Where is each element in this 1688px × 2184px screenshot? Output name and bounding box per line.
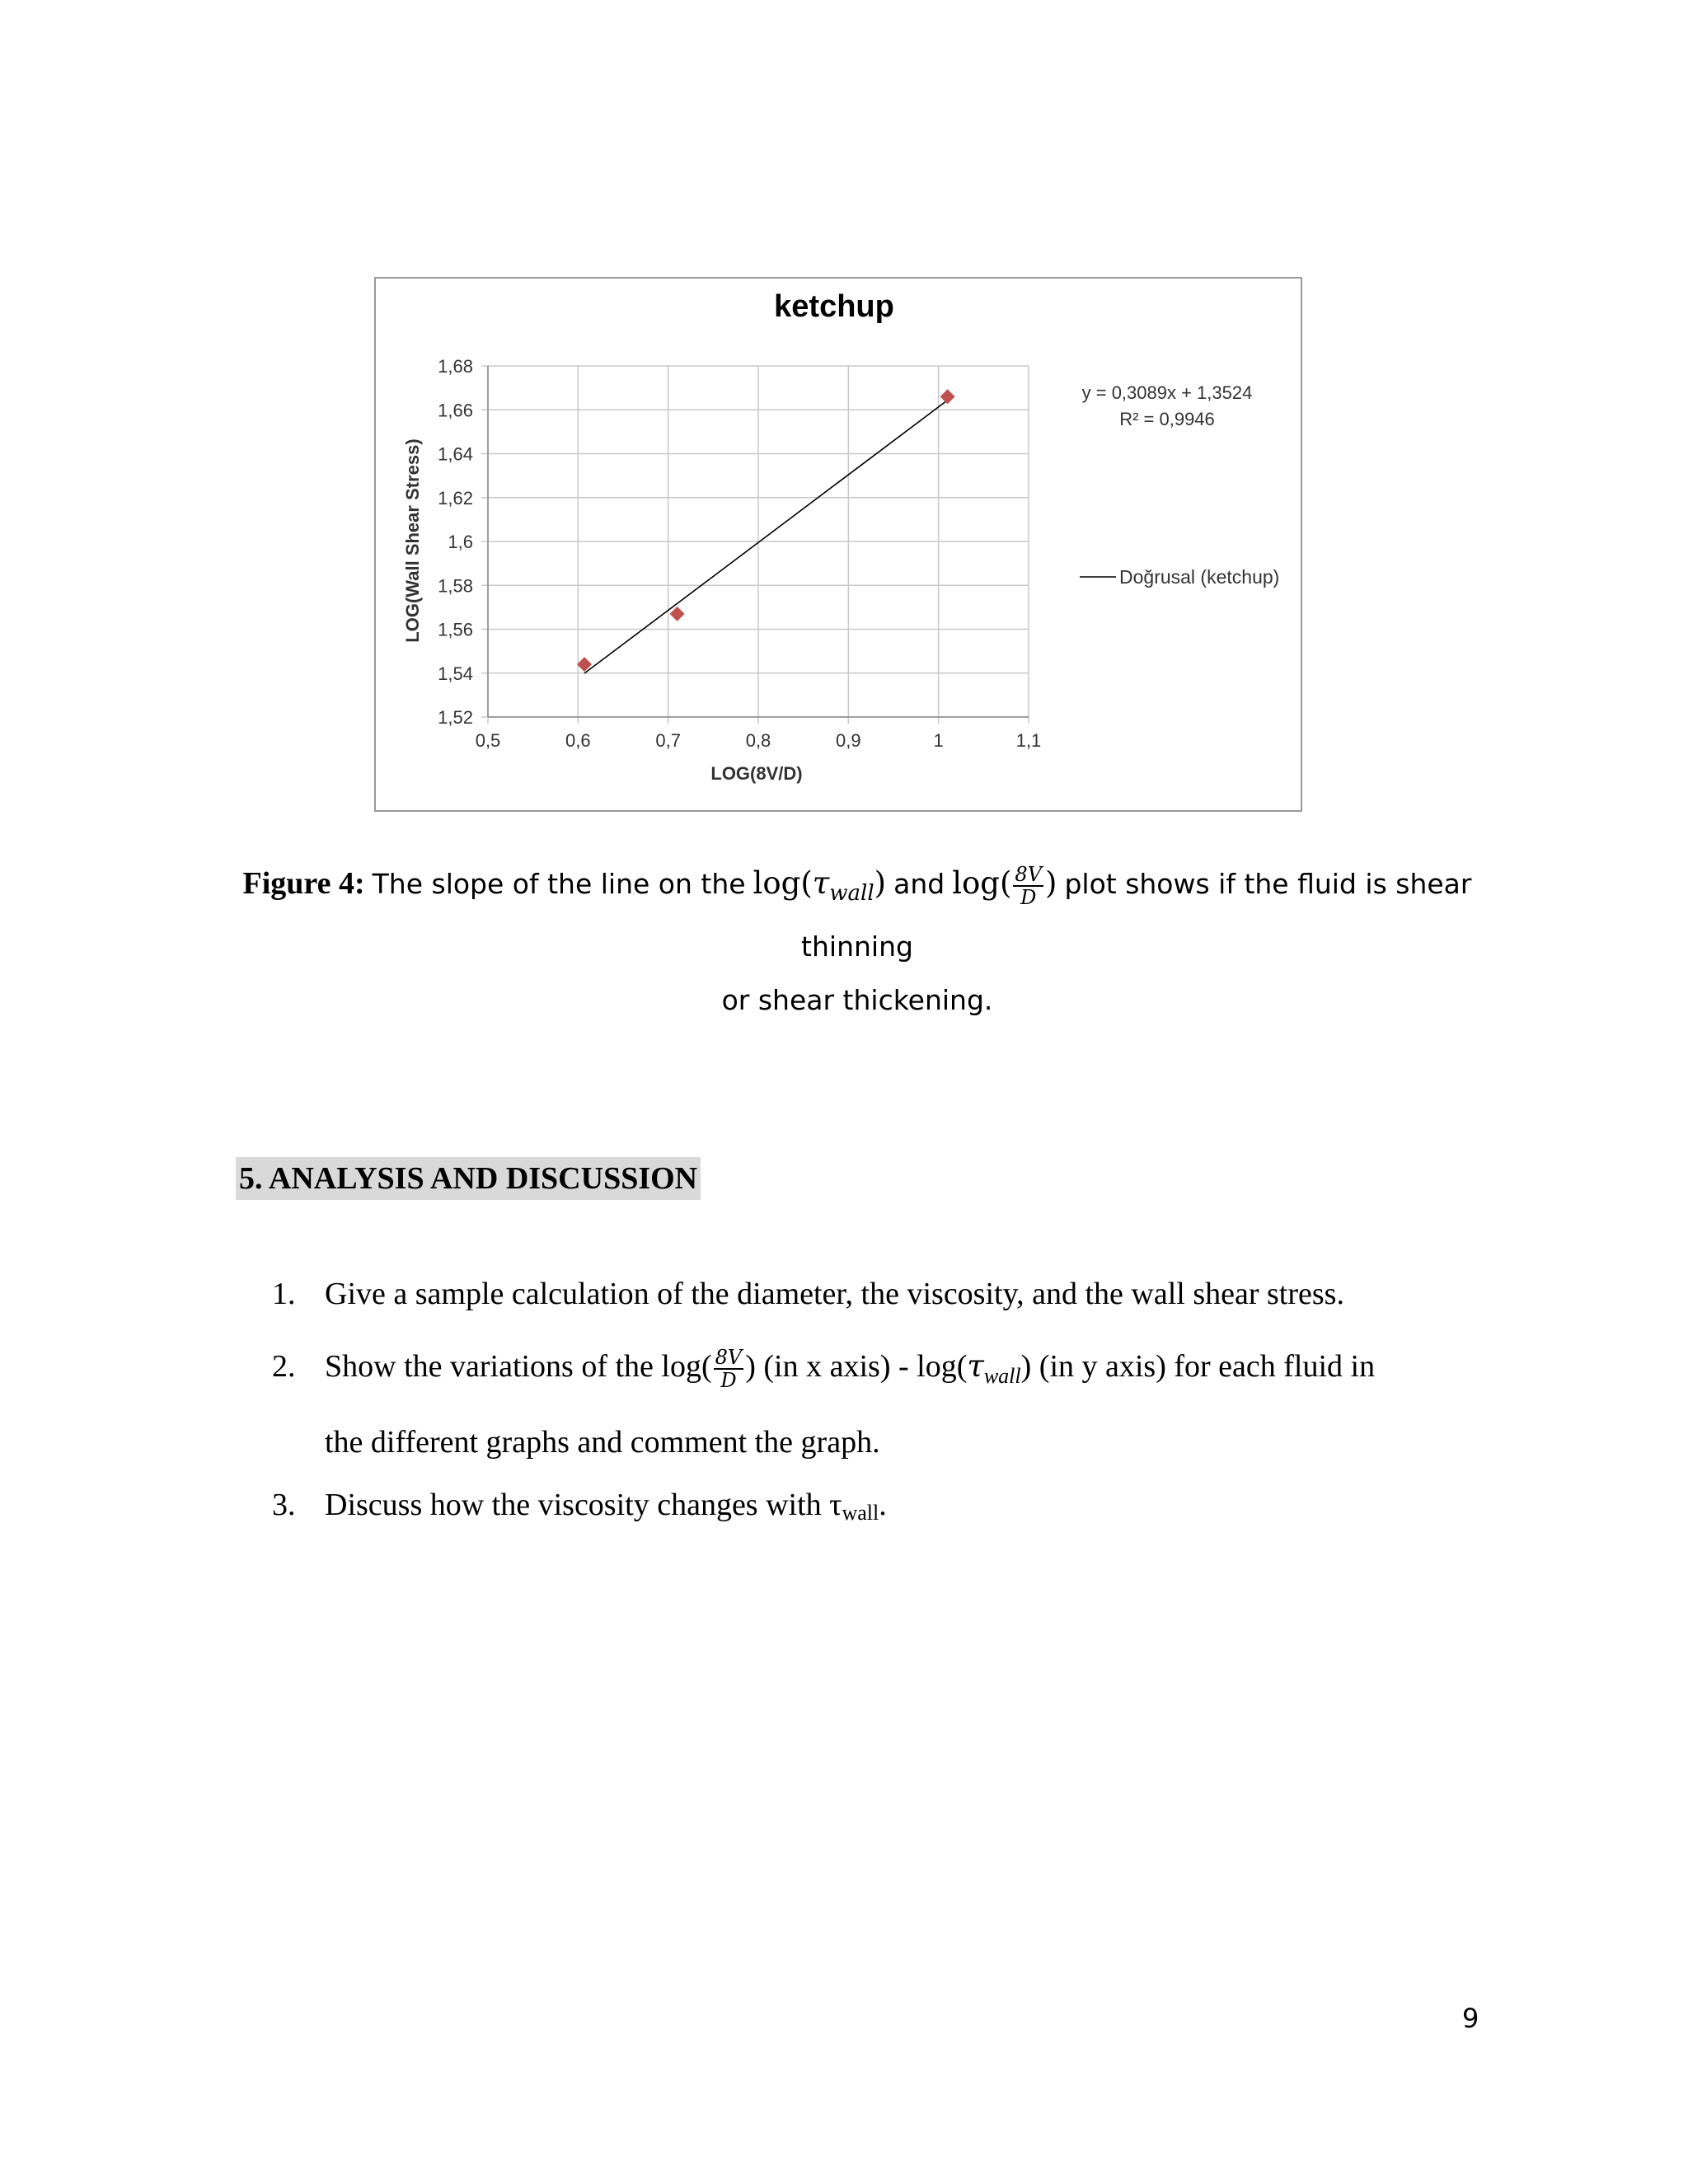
section-heading: 5. ANALYSIS AND DISCUSSION bbox=[236, 1157, 701, 1200]
data-point bbox=[670, 607, 685, 621]
question-list bbox=[272, 1269, 1508, 1538]
list-item-text: Discuss how the viscosity changes with τ bbox=[325, 1488, 842, 1522]
list-item-text: Give a sample calculation of the diameter, the viscosity, and the wall shear stress. bbox=[325, 1277, 1344, 1311]
caption-and: and bbox=[893, 868, 945, 900]
log-text: log( bbox=[952, 865, 1012, 901]
figure-caption bbox=[198, 857, 1517, 1027]
list-item-text-c: ) (in y axis) for each fluid in bbox=[1020, 1349, 1376, 1384]
y-tick-label: 1,6 bbox=[448, 532, 473, 552]
y-tick-label: 1,64 bbox=[438, 443, 473, 465]
y-tick-label: 1,68 bbox=[438, 356, 473, 377]
list-item-number: 1. bbox=[272, 1277, 296, 1311]
frac-denominator: D bbox=[1020, 885, 1037, 909]
list-item-text-b: ) (in x axis) - log( bbox=[745, 1349, 968, 1384]
tau-symbol: τ bbox=[812, 865, 830, 901]
list-item bbox=[272, 1480, 1508, 1538]
list-item-number: 3. bbox=[272, 1488, 296, 1522]
wall-subscript: wall bbox=[829, 881, 874, 906]
frac-numerator: 8V bbox=[1015, 862, 1043, 886]
legend-label: Doğrusal (ketchup) bbox=[1119, 566, 1280, 588]
ketchup-chart bbox=[376, 279, 1304, 813]
trendline-equation: y = 0,3089x + 1,3524 bbox=[1081, 382, 1253, 403]
list-item-text-d: the different graphs and comment the graph. bbox=[325, 1425, 880, 1460]
fraction-8v-d bbox=[714, 1347, 744, 1391]
close-paren: ) bbox=[874, 865, 887, 901]
wall-subscript: wall bbox=[842, 1501, 879, 1525]
y-tick-label: 1,52 bbox=[438, 707, 473, 728]
y-tick-label: 1,62 bbox=[438, 487, 473, 509]
list-item bbox=[272, 1333, 1508, 1475]
caption-log-tau bbox=[753, 865, 887, 906]
list-item bbox=[272, 1269, 1508, 1319]
x-tick-label: 0,8 bbox=[745, 730, 771, 751]
x-tick-label: 0,9 bbox=[836, 730, 861, 751]
fraction-8v-d bbox=[1013, 864, 1043, 908]
chart-frame bbox=[374, 277, 1302, 812]
figure-label: Figure 4: bbox=[242, 866, 365, 901]
x-axis-label: LOG(8V/D) bbox=[710, 763, 803, 784]
caption-text-b: plot shows if the fluid is shear thinning bbox=[801, 868, 1472, 963]
wall-subscript: wall bbox=[983, 1364, 1021, 1388]
caption-text-c: or shear thickening. bbox=[721, 984, 993, 1016]
x-tick-label: 1 bbox=[933, 730, 944, 751]
x-tick-label: 0,5 bbox=[475, 730, 501, 751]
list-item-end: . bbox=[879, 1488, 887, 1522]
y-tick-label: 1,56 bbox=[438, 619, 473, 640]
y-axis-label: LOG(Wall Shear Stress) bbox=[402, 438, 423, 643]
tau-symbol: τ bbox=[967, 1348, 984, 1384]
x-tick-label: 1,1 bbox=[1015, 730, 1042, 751]
page-number: 9 bbox=[1462, 2003, 1479, 2034]
data-point bbox=[940, 389, 955, 404]
log-text: log( bbox=[753, 865, 813, 901]
frac-numerator: 8V bbox=[715, 1346, 743, 1370]
frac-denominator: D bbox=[720, 1369, 737, 1393]
trendline-r-squared: R² = 0,9946 bbox=[1119, 409, 1215, 429]
trendline bbox=[584, 401, 948, 673]
y-tick-label: 1,54 bbox=[438, 663, 473, 684]
y-tick-label: 1,66 bbox=[438, 400, 473, 421]
y-tick-label: 1,58 bbox=[438, 575, 473, 597]
chart-title: ketchup bbox=[774, 289, 894, 324]
close-paren: ) bbox=[1045, 865, 1057, 901]
caption-log-frac bbox=[952, 862, 1057, 909]
list-item-text-a: Show the variations of the log( bbox=[325, 1349, 712, 1384]
x-tick-label: 0,6 bbox=[565, 730, 591, 751]
list-item-number: 2. bbox=[272, 1349, 296, 1384]
x-tick-label: 0,7 bbox=[655, 730, 681, 751]
caption-text-a: The slope of the line on the bbox=[372, 868, 746, 900]
